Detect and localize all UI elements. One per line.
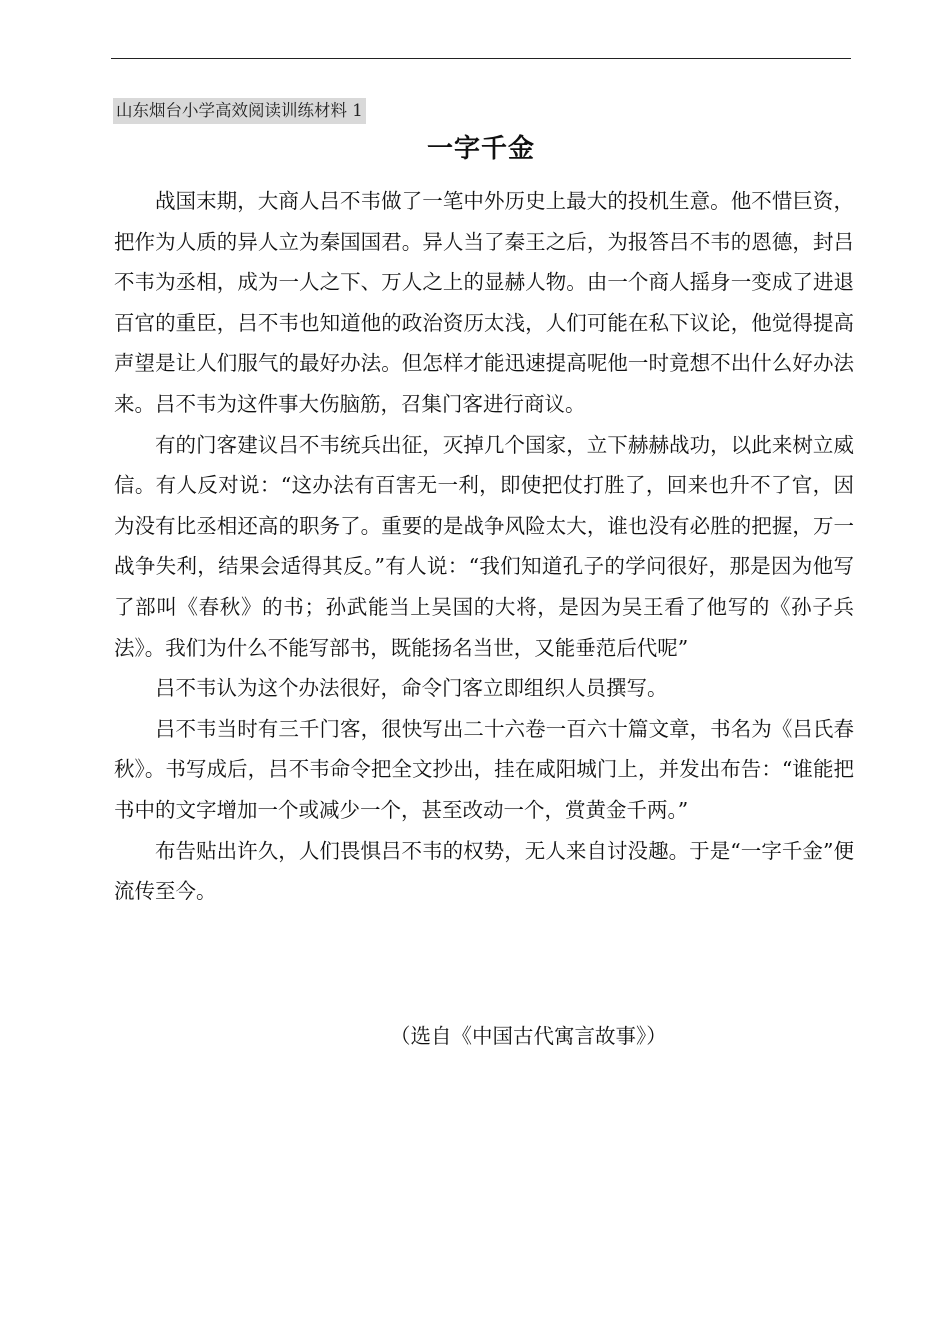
paragraph: 有的门客建议吕不韦统兵出征，灭掉几个国家，立下赫赫战功，以此来树立威信。有人反对说：“这办法有百害无一利，即使把仗打胜了，回来也升不了官，因为没有比丞相还高的职务了。重要的是战争风险太大，谁也没有必胜的把握，万一战争失利，结果会适得其反。”有人说：“我们知道孔子的学问很好，那是因为他写了部叫《春秋》的书；孙武能当上吴国的大将，是因为吴王看了他写的《孙子兵法》。我们为什么不能写部书，既能扬名当世，又能垂范后代呢” [114, 432, 854, 660]
paragraph: 战国末期，大商人吕不韦做了一笔中外历史上最大的投机生意。他不惜巨资，把作为人质的异人立为秦国国君。异人当了秦王之后，为报答吕不韦的恩德，封吕不韦为丞相，成为一人之下、万人之上的显赫人物。由一个商人摇身一变成了进退百官的重臣，吕不韦也知道他的政治资历太浅，人们可能在私下议论，他觉得提高声望是让人们服气的最好办法。但怎样才能迅速提高呢他一时竟想不出什么好办法来。吕不韦为这件事大伤脑筋，召集门客进行商议。 [114, 189, 854, 416]
header-rule [111, 58, 851, 59]
article-body [114, 181, 854, 912]
header-label: 山东烟台小学高效阅读训练材料 1 [113, 98, 366, 124]
source-citation: （选自《中国古代寓言故事》） [390, 1024, 667, 1048]
paragraph: 吕不韦当时有三千门客，很快写出二十六卷一百六十篇文章，书名为《吕氏春秋》。书写成后，吕不韦命令把全文抄出，挂在咸阳城门上，并发出布告：“谁能把书中的文字增加一个或减少一个，甚至改动一个，赏黄金千两。” [114, 716, 854, 822]
document-title: 一字千金 [426, 134, 535, 164]
paragraph: 吕不韦认为这个办法很好，命令门客立即组织人员撰写。 [155, 676, 668, 701]
paragraph: 布告贴出许久，人们畏惧吕不韦的权势，无人来自讨没趣。于是“一字千金”便流传至今。 [114, 838, 854, 904]
